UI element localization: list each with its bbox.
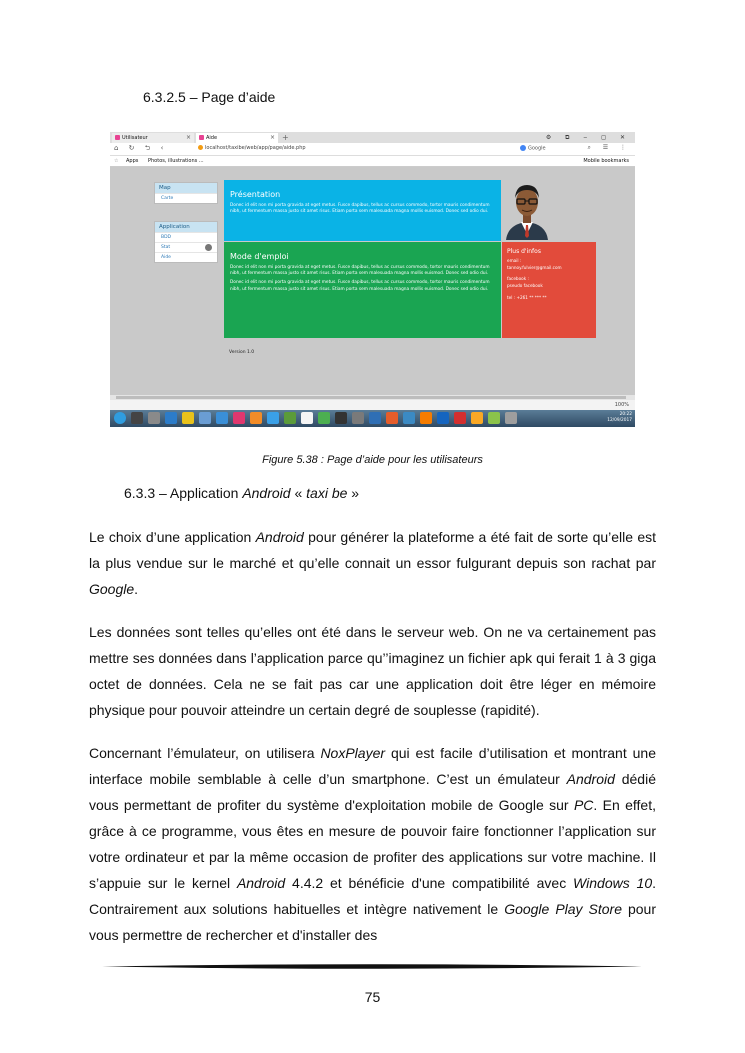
sidebar-item-aide[interactable]: Aide [155, 252, 217, 262]
clock-date: 12/09/2017 [607, 417, 632, 423]
panel-mode-emploi [224, 242, 501, 338]
taskbar-app-icon[interactable] [403, 412, 415, 424]
taskbar-app-icon[interactable] [267, 412, 279, 424]
sidebar-app [154, 221, 218, 263]
decorative-rule [102, 963, 642, 970]
lock-icon [198, 145, 203, 150]
taskbar-app-icon[interactable] [318, 412, 330, 424]
scrollbar-thumb[interactable] [116, 396, 626, 399]
text: pour générer la plateforme a été fait de sorte qu’elle est la plus vendue sur le marché et qu’elle connait un essor fulgurant depuis son rachat par [89, 529, 657, 571]
sidebar-map-title: Map [155, 183, 217, 193]
text: Le choix d’une application [89, 529, 256, 545]
paragraph-3 [89, 740, 656, 948]
italic-text: PC [573, 797, 594, 813]
taskbar-app-icon[interactable] [216, 412, 228, 424]
taskbar-clock[interactable] [607, 412, 632, 423]
taskbar-app-icon[interactable] [182, 412, 194, 424]
italic-text: Windows 10 [573, 875, 653, 891]
taskbar-app-icon[interactable] [335, 412, 347, 424]
tel-text: tel : +261 ** *** ** [507, 294, 547, 300]
tab-utilisateur[interactable] [112, 133, 194, 143]
italic-text: Google [89, 581, 135, 597]
close-icon[interactable]: × [269, 134, 275, 141]
panel-title: Présentation [230, 190, 281, 199]
italic-text: Google Play Store [504, 901, 622, 917]
italic-text: Android [255, 529, 304, 545]
bookmark-apps[interactable]: Apps [126, 158, 139, 164]
text: 4.4.2 et bénéficie d'une compatibilité avec [285, 875, 574, 891]
tab-label: Aide [206, 135, 218, 141]
sidebar-app-title: Application [155, 222, 217, 232]
new-tab-button[interactable]: + [282, 133, 289, 142]
panel-presentation [224, 180, 501, 241]
heading-text: « [290, 485, 307, 501]
email-link[interactable]: tannoy.fulvier@gmail.com [507, 264, 562, 270]
heading-italic: taxi be [306, 485, 348, 501]
panel-title: Plus d'infos [507, 248, 541, 255]
avatar [502, 176, 552, 240]
subsection-heading [124, 485, 359, 501]
taskbar-app-icon[interactable] [471, 412, 483, 424]
address-bar [110, 143, 635, 156]
italic-text: Android [566, 771, 615, 787]
facebook-link[interactable]: pseudo facebook [507, 282, 543, 288]
sidebar-map [154, 182, 218, 204]
figure-caption: Figure 5.38 : Page d’aide pour les utilisateurs [262, 454, 483, 466]
taskbar-app-icon[interactable] [386, 412, 398, 424]
page-number: 75 [364, 989, 381, 1005]
sidebar-item-label: Stat [161, 245, 171, 250]
badge-icon [205, 244, 212, 251]
taskbar-app-icon[interactable] [233, 412, 245, 424]
text: . [134, 581, 139, 597]
screenshot-figure [110, 132, 635, 427]
italic-text: NoxPlayer [320, 745, 386, 761]
version-text: Version 1.0 [229, 350, 255, 355]
bookmark-photos[interactable]: Photos, illustrations ... [148, 158, 204, 164]
nav-buttons[interactable]: ⌂ ↻ ⮌ ‹ [114, 144, 168, 152]
window-controls[interactable]: ⚙ ⧉ ‒ ◻ ✕ [545, 134, 631, 141]
taskbar-app-icon[interactable] [352, 412, 364, 424]
panel-plus-infos [502, 242, 596, 338]
sidebar-item-stat[interactable] [155, 242, 217, 252]
text: Concernant l’émulateur, on utilisera [89, 745, 321, 761]
menu-icons[interactable]: ⌕ ☰ ⋮ [587, 144, 631, 151]
panel-text: Donec id elit non mi porta gravida at eget metus. Fusce dapibus, tellus ac cursus commodo, tortor mauris condimentum nibh, ut fermentum massa justo sit amet risus. Etiam porta sem malesuada magna mollis euismod. Donec sed odio dui. [230, 203, 490, 215]
taskbar-app-icon[interactable] [488, 412, 500, 424]
taskbar-app-icon[interactable] [437, 412, 449, 424]
text: pour vous permettre de rechercher et d'installer des [89, 901, 657, 943]
text: . En effet, grâce à ce programme, vous êtes en mesure de pouvoir faire fonctionner l’application sur votre ordinateur et par la même occasion de profiter des applications sur votre machine. Il s’appuie sur le kernel [89, 797, 656, 891]
sidebar-item-carte[interactable]: Carte [155, 193, 217, 203]
paragraph-2: Les données sont telles qu’elles ont été dans le serveur web. On ne va certainement pas mettre ses données dans l’application parce qu’’imaginez un fichier apk qui ferait 1 à 3 giga octet de données. Cela ne se fait pas car une application doit être léger en mémoire physique pour pouvoir atteindre un certain degré de souplesse (rapidité). [89, 624, 656, 718]
taskbar-app-icon[interactable] [165, 412, 177, 424]
taskbar-app-icon[interactable] [250, 412, 262, 424]
start-button-icon[interactable] [114, 412, 126, 424]
zoom-level[interactable]: 100% [614, 402, 629, 408]
google-icon [520, 145, 526, 151]
taskbar-app-icon[interactable] [148, 412, 160, 424]
url-text: localhost/taxibe/web/app/page/aide.php [205, 145, 306, 151]
heading-text: » [347, 485, 360, 501]
section-heading: 6.3.2.5 – Page d’aide [143, 89, 276, 105]
facebook-label: facebook : [507, 275, 529, 281]
tab-label: Utilisateur [122, 135, 148, 141]
italic-text: Android [236, 875, 286, 891]
taskbar-app-icon[interactable] [284, 412, 296, 424]
star-icon[interactable]: ☆ [114, 158, 119, 164]
taskbar-app-icon[interactable] [420, 412, 432, 424]
panel-text: Donec id elit non mi porta gravida at eget metus. Fusce dapibus, tellus ac cursus commodo, tortor mauris condimentum nibh, ut fermentum massa justo sit amet risus. Etiam porta sem malesuada magna mollis euismod. Donec sed odio dui. [230, 280, 490, 292]
taskbar-app-icon[interactable] [301, 412, 313, 424]
text: qui est facile d’utilisation et montrant une interface mobile semblable à celle d’un smartphone. C’est un émulateur [89, 745, 657, 787]
text: . Contrairement aux solutions habituelles et intègre nativement le [89, 875, 657, 917]
search-engine[interactable] [520, 145, 546, 152]
email-label: email : [507, 258, 522, 263]
favicon-icon [199, 135, 204, 140]
search-engine-label: Google [528, 145, 546, 152]
text: dédié vous permettant de profiter du système d'exploitation mobile de Google sur [89, 771, 656, 813]
heading-text: 6.3.3 – Application [124, 485, 243, 501]
taskbar-app-icon[interactable] [454, 412, 466, 424]
status-bar [110, 400, 635, 410]
taskbar-app-icon[interactable] [131, 412, 143, 424]
bookmark-mobile[interactable]: Mobile bookmarks [583, 158, 629, 164]
windows-taskbar [110, 410, 635, 427]
taskbar-app-icon[interactable] [369, 412, 381, 424]
url-field[interactable] [198, 145, 306, 151]
browser-tabbar [110, 132, 635, 143]
close-icon[interactable]: × [185, 134, 191, 141]
paragraph-1 [89, 524, 656, 602]
panel-text: Donec id elit non mi porta gravida at eget metus. Fusce dapibus, tellus ac cursus commodo, tortor mauris condimentum nibh, ut fermentum massa justo sit amet risus. Etiam porta sem malesuada magna mollis euismod. Donec sed odio dui. [230, 265, 490, 277]
clock-time: 20:22 [619, 412, 632, 417]
tab-aide[interactable] [196, 133, 278, 143]
favicon-icon [115, 135, 120, 140]
panel-title: Mode d'emploi [230, 252, 289, 261]
taskbar-app-icon[interactable] [199, 412, 211, 424]
bookmarks-bar [110, 156, 635, 167]
sidebar-item-bdd[interactable]: BDD [155, 232, 217, 242]
taskbar-app-icon[interactable] [505, 412, 517, 424]
heading-italic: Android [242, 485, 291, 501]
